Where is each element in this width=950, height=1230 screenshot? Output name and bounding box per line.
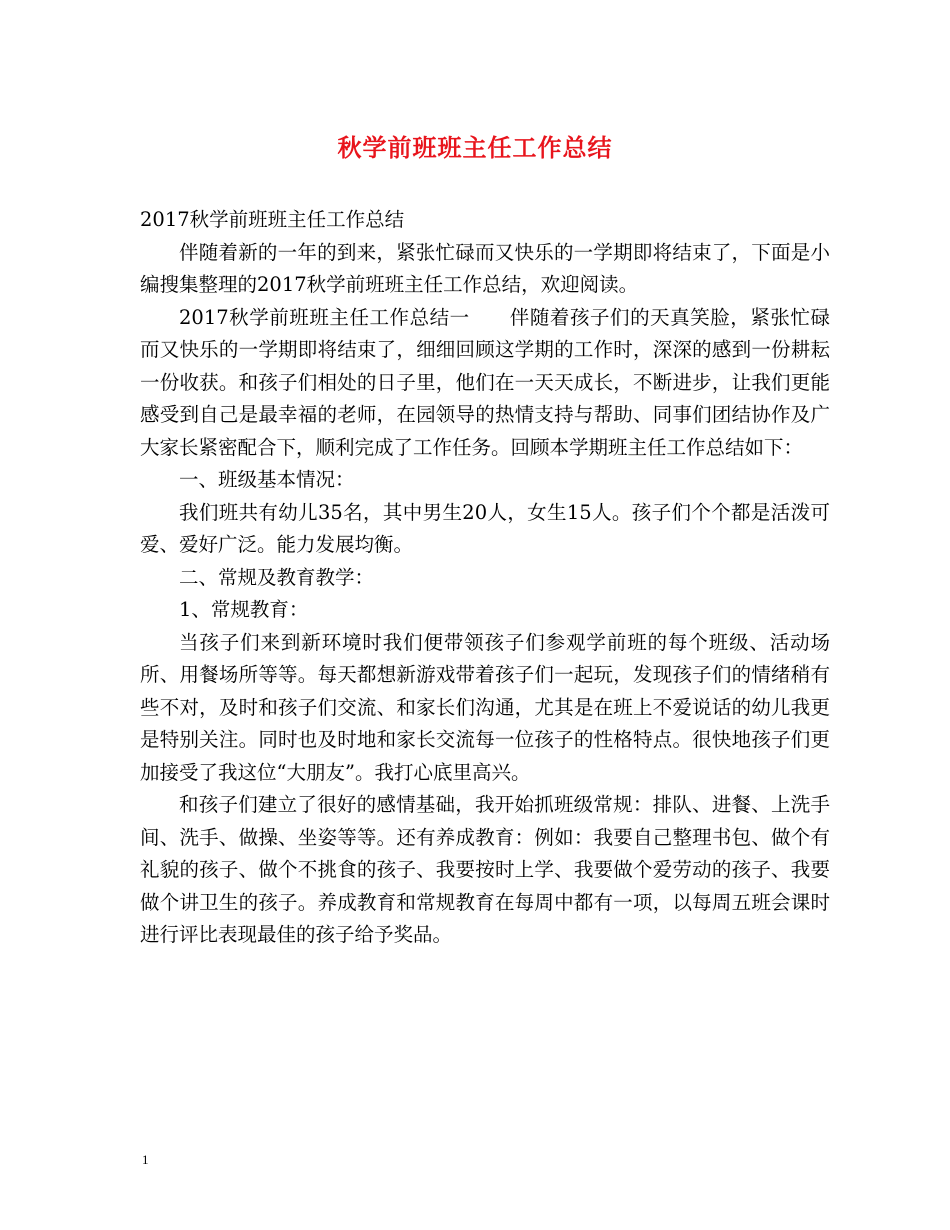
page-title: 秋学前班班主任工作总结 <box>337 133 613 162</box>
section-heading-routine-teaching: 二、常规及教育教学： <box>179 565 375 589</box>
section-heading-class-info: 一、班级基本情况： <box>179 468 355 491</box>
summary-paragraph: 2017秋学前班班主任工作总结一 伴随着孩子们的天真笑脸，紧张忙碌而又快乐的一学期即将结束了，细细回顾这学期的工作时，深深的感到一份耕耘一份收获。和孩子们相处的日子里，他们在一天天成长，不断进步，让我们更能感受到自己是最幸福的老师，在园领导的热情支持与帮助、同事们团结协作及广大家长紧密配合下，顺利完成了工作任务。回顾本学期班主任工作总结如下： <box>140 305 830 459</box>
document-body <box>140 204 830 952</box>
subsection-heading-routine: 1、常规教育： <box>179 598 309 621</box>
routine-paragraph-2: 和孩子们建立了很好的感情基础，我开始抓班级常规：排队、进餐、上洗手间、洗手、做操、坐姿等等。还有养成教育：例如：我要自己整理书包、做个有礼貌的孩子、做个不挑食的孩子、我要按时上学、我要做个爱劳动的孩子、我要做个讲卫生的孩子。养成教育和常规教育在每周中都有一项，以每周五班会课时进行评比表现最佳的孩子给予奖品。 <box>140 793 830 946</box>
subtitle-line: 2017秋学前班班主任工作总结 <box>140 208 405 231</box>
routine-paragraph-1: 当孩子们来到新环境时我们便带领孩子们参观学前班的每个班级、活动场所、用餐场所等等。每天都想新游戏带着孩子们一起玩，发现孩子们的情绪稍有些不对，及时和孩子们交流、和家长们沟通，尤其是在班上不爱说话的幼儿我更是特别关注。同时也及时地和家长交流每一位孩子的性格特点。很快地孩子们更加接受了我这位“大朋友”。我打心底里高兴。 <box>140 630 830 784</box>
page-number: 1 <box>142 1152 149 1167</box>
intro-paragraph: 伴随着新的一年的到来，紧张忙碌而又快乐的一学期即将结束了，下面是小编搜集整理的2017秋学前班班主任工作总结，欢迎阅读。 <box>140 240 830 296</box>
class-info-paragraph: 我们班共有幼儿35名，其中男生20人，女生15人。孩子们个个都是活泼可爱、爱好广泛。能力发展均衡。 <box>140 500 830 556</box>
